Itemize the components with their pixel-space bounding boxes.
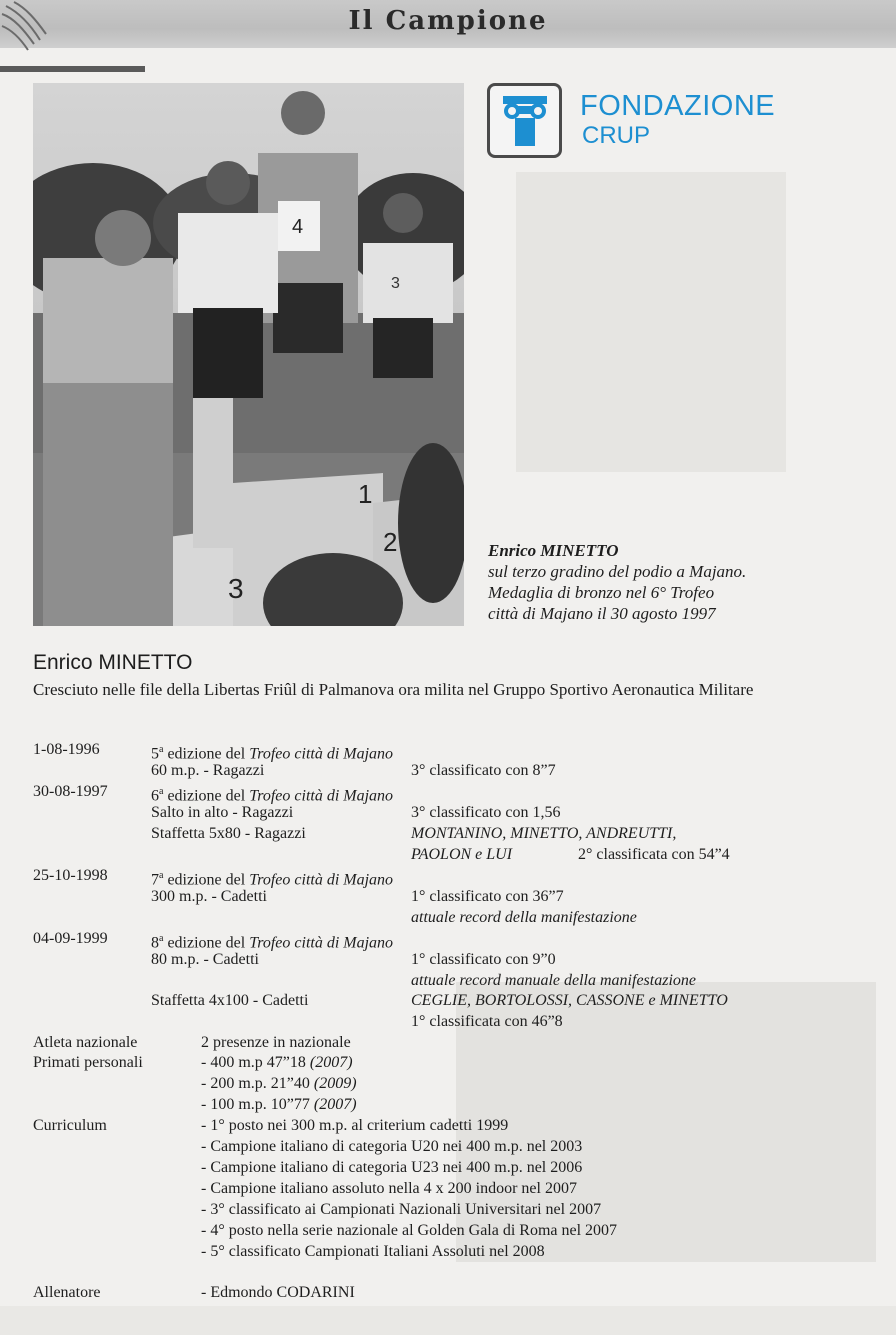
edition-line: 5$^a$ edizione del Trofeo città di Majano bbox=[151, 744, 394, 763]
allenatore-label: Allenatore bbox=[33, 1284, 101, 1301]
primato-item: - 400 m.p 47”18 (2007) bbox=[201, 1054, 353, 1071]
column-capital-icon bbox=[490, 86, 559, 155]
record-note: attuale record manuale della manifestazione bbox=[411, 972, 696, 989]
podium-step-2-label: 2 bbox=[383, 527, 398, 557]
edition-line: 6$^a$ edizione del Trofeo città di Majano bbox=[151, 786, 394, 805]
event-result: 3° classificato con 8”7 bbox=[411, 762, 556, 779]
caption-name: Enrico MINETTO bbox=[488, 541, 619, 560]
caption-line: città di Majano il 30 agosto 1997 bbox=[488, 604, 716, 623]
edition-line: 8$^a$ edizione del Trofeo città di Majano bbox=[151, 933, 394, 952]
fondazione-crup-logo bbox=[487, 83, 562, 158]
curriculum-item: - 5° classificato Campionati Italiani Assoluti nel 2008 bbox=[201, 1243, 545, 1260]
curriculum-item: - 3° classificato ai Campionati Nazionali Universitari nel 2007 bbox=[201, 1201, 602, 1218]
bib-number-center: 4 bbox=[292, 216, 304, 238]
caption-line: sul terzo gradino del podio a Majano. bbox=[488, 562, 747, 581]
relay-team: PAOLON e LUI bbox=[411, 846, 513, 863]
curriculum-item: - Campione italiano di categoria U23 nei 400 m.p. nel 2006 bbox=[201, 1159, 583, 1176]
athlete-name-heading: Enrico MINETTO bbox=[33, 651, 193, 674]
record-note: attuale record della manifestazione bbox=[411, 909, 637, 926]
logo-text-fondazione: FONDAZIONE bbox=[580, 90, 776, 122]
logo-text-crup: CRUP bbox=[582, 122, 651, 149]
event-name: Staffetta 4x100 - Cadetti bbox=[151, 992, 309, 1009]
primato-item: - 100 m.p. 10”77 (2007) bbox=[201, 1096, 357, 1113]
page-bottom-edge bbox=[0, 1306, 896, 1335]
header-rule bbox=[0, 66, 145, 72]
result-date: 04-09-1999 bbox=[33, 930, 108, 947]
event-result: 3° classificato con 1,56 bbox=[411, 804, 561, 821]
bib-number-right: 3 bbox=[391, 275, 400, 292]
relay-team: CEGLIE, BORTOLOSSI, CASSONE e MINETTO bbox=[411, 992, 728, 1009]
curriculum-item: - Campione italiano assoluto nella 4 x 200 indoor nel 2007 bbox=[201, 1180, 577, 1197]
result-date: 1-08-1996 bbox=[33, 741, 100, 758]
event-name: Salto in alto - Ragazzi bbox=[151, 804, 294, 821]
primato-item: - 200 m.p. 21”40 (2009) bbox=[201, 1075, 357, 1092]
event-result: 1° classificato con 9”0 bbox=[411, 951, 556, 968]
curriculum-item: - Campione italiano di categoria U20 nei 400 m.p. nel 2003 bbox=[201, 1138, 583, 1155]
athlete-intro: Cresciuto nelle file della Libertas Friûl di Palmanova ora milita nel Gruppo Sportivo Aeronautica Militare bbox=[33, 680, 754, 699]
event-name: 60 m.p. - Ragazzi bbox=[151, 762, 265, 779]
nazionale-label: Atleta nazionale bbox=[33, 1034, 138, 1051]
curriculum-label: Curriculum bbox=[33, 1117, 107, 1134]
relay-team: MONTANINO, MINETTO, ANDREUTTI, bbox=[411, 825, 677, 842]
result-date: 30-08-1997 bbox=[33, 783, 108, 800]
curriculum-item: - 1° posto nei 300 m.p. al criterium cadetti 1999 bbox=[201, 1117, 509, 1134]
event-result: 1° classificato con 36”7 bbox=[411, 888, 564, 905]
event-name: 300 m.p. - Cadetti bbox=[151, 888, 267, 905]
photo-caption bbox=[488, 540, 868, 624]
caption-line: Medaglia di bronzo nel 6° Trofeo bbox=[488, 583, 715, 602]
podium-step-1-label: 1 bbox=[358, 479, 373, 509]
allenatore-value: - Edmondo CODARINI bbox=[201, 1284, 355, 1301]
primati-label: Primati personali bbox=[33, 1054, 143, 1071]
curriculum-item: - 4° posto nella serie nazionale al Golden Gala di Roma nel 2007 bbox=[201, 1222, 618, 1239]
page-title: Il Campione bbox=[348, 6, 548, 36]
edition-line: 7$^a$ edizione del Trofeo città di Majano bbox=[151, 870, 394, 889]
nazionale-value: 2 presenze in nazionale bbox=[201, 1034, 351, 1051]
podium-step-3-label: 3 bbox=[228, 573, 244, 604]
event-name: Staffetta 5x80 - Ragazzi bbox=[151, 825, 306, 842]
relay-result: 2° classificata con 54”4 bbox=[578, 846, 730, 863]
result-date: 25-10-1998 bbox=[33, 867, 108, 884]
podium-photo bbox=[33, 83, 464, 626]
relay-result: 1° classificata con 46”8 bbox=[411, 1013, 563, 1030]
event-name: 80 m.p. - Cadetti bbox=[151, 951, 259, 968]
